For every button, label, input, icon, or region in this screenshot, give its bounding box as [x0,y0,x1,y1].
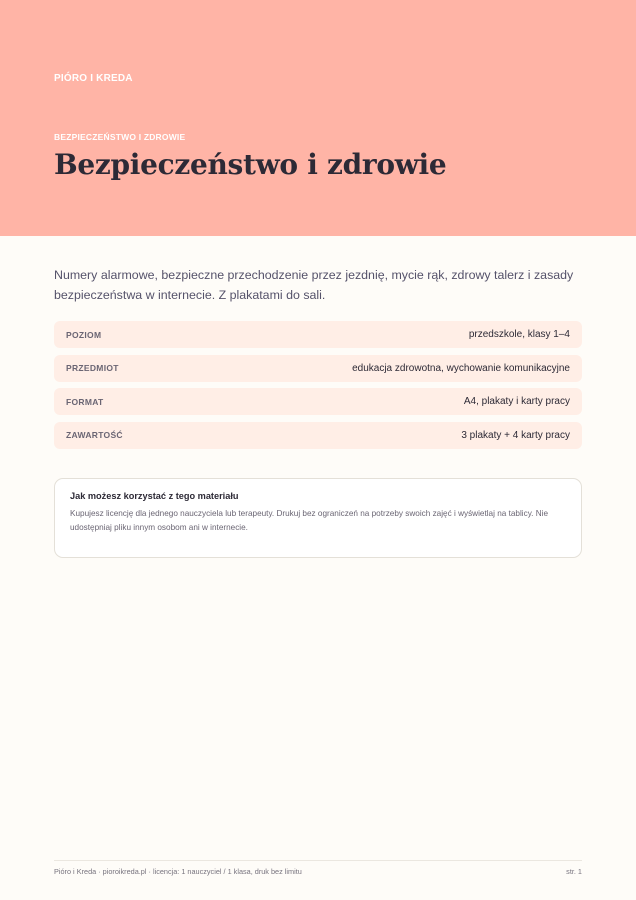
meta-key: POZIOM [66,329,102,340]
meta-row-format [54,388,582,415]
hero-banner [0,0,636,236]
brand-name: PIÓRO I KREDA [54,73,133,84]
license-box [54,478,582,558]
license-title: Jak możesz korzystać z tego materiału [70,491,239,501]
page-title: Bezpieczeństwo i zdrowie [54,148,447,181]
meta-row-level [54,321,582,348]
category-eyebrow: BEZPIECZEŃSTWO I ZDROWIE [54,132,186,142]
meta-value: A4, plakaty i karty pracy [463,396,570,407]
meta-key: FORMAT [66,396,104,407]
meta-table [54,321,582,455]
meta-value: 3 plakaty + 4 karty pracy [461,429,570,441]
meta-row-contents [54,422,582,449]
page-number: str. 1 [566,867,582,876]
page-footer [54,860,582,876]
meta-key: ZAWARTOŚĆ [66,430,123,440]
meta-row-subject [54,355,582,382]
intro-paragraph: Numery alarmowe, bezpieczne przechodzenie przez jezdnię, mycie rąk, zdrowy talerz i zasady bezpieczeństwa w internecie. Z plakatami do sali. [54,268,574,302]
meta-value: edukacja zdrowotna, wychowanie komunikacyjne [352,362,570,374]
footer-info: Pióro i Kreda · pioroikreda.pl · licencja: 1 nauczyciel / 1 klasa, druk bez limitu [54,867,302,876]
license-text: Kupujesz licencję dla jednego nauczyciela lub terapeuty. Drukuj bez ograniczeń na potrzeby swoich zajęć i wyświetlaj na tablicy. Nie udostępniaj pliku innym osobom ani w internecie. [70,509,549,532]
meta-key: PRZEDMIOT [66,363,119,373]
meta-value: przedszkole, klasy 1–4 [468,329,570,340]
